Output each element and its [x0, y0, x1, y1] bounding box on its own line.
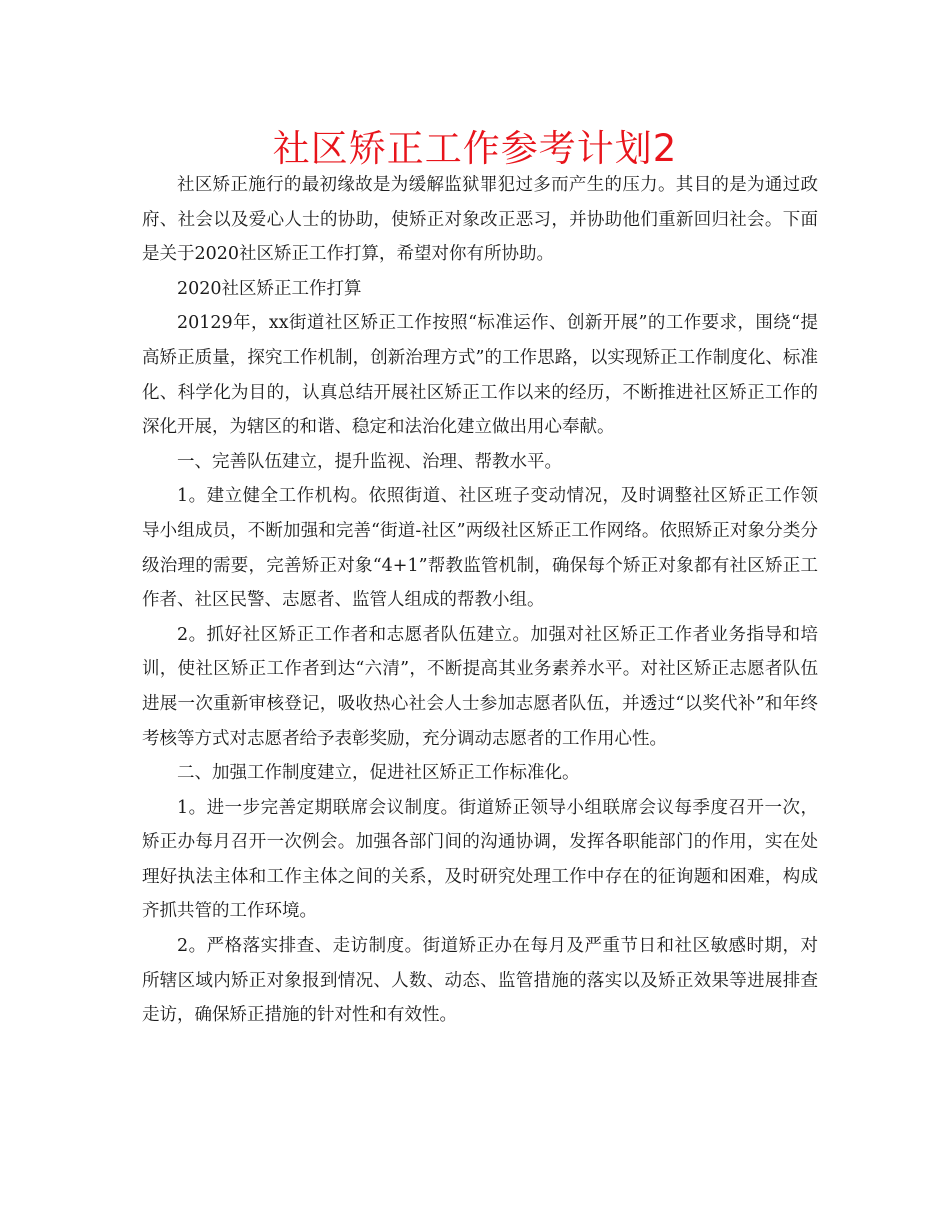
paragraph-overview: 20129年，xx街道社区矫正工作按照“标准运作、创新开展”的工作要求，围绕“提高矫正质量，探究工作机制，创新治理方式”的工作思路，以实现矫正工作制度化、标准化、科学化为目的，认真总结开展社区矫正工作以来的经历，不断推进社区矫正工作的深化开展，为辖区的和谐、稳定和法治化建立做出用心奉献。 — [142, 313, 818, 438]
paragraph-1-2: 2。抓好社区矫正工作者和志愿者队伍建立。加强对社区矫正工作者业务指导和培训，使社区矫正工作者到达“六清”，不断提高其业务素养水平。对社区矫正志愿者队伍进展一次重新审核登记，吸收热心社会人士参加志愿者队伍，并透过“以奖代补”和年终考核等方式对志愿者给予表彰奖励，充分调动志愿者的工作用心性。 — [142, 624, 818, 749]
paragraph-intro: 社区矫正施行的最初缘故是为缓解监狱罪犯过多而产生的压力。其目的是为通过政府、社会以及爱心人士的协助，使矫正对象改正恶习，并协助他们重新回归社会。下面是关于2020社区矫正工作打算，希望对你有所协助。 — [142, 175, 818, 265]
paragraph-2-2: 2。严格落实排查、走访制度。街道矫正办在每月及严重节日和社区敏感时期，对所辖区域内矫正对象报到情况、人数、动态、监管措施的落实以及矫正效果等进展排查走访，确保矫正措施的针对性和有效性。 — [142, 936, 818, 1026]
section-heading-1: 一、完善队伍建立，提升监视、治理、帮教水平。 — [177, 451, 562, 472]
document-body — [142, 168, 818, 1033]
document-title: 社区矫正工作参考计划2 — [272, 127, 678, 170]
section-heading-2: 二、加强工作制度建立，促进社区矫正工作标准化。 — [177, 763, 580, 784]
paragraph-2-1: 1。进一步完善定期联席会议制度。街道矫正领导小组联席会议每季度召开一次，矫正办每月召开一次例会。加强各部门间的沟通协调，发挥各职能部门的作用，实在处理好执法主体和工作主体之间的关系，及时研究处理工作中存在的征询题和困难，构成齐抓共管的工作环境。 — [142, 797, 818, 922]
paragraph-1-1: 1。建立健全工作机构。依照街道、社区班子变动情况，及时调整社区矫正工作领导小组成员，不断加强和完善“街道-社区”两级社区矫正工作网络。依照矫正对象分类分级治理的需要，完善矫正对象“4+1”帮教监管机制，确保每个矫正对象都有社区矫正工作者、社区民警、志愿者、监管人组成的帮教小组。 — [142, 486, 818, 611]
paragraph-subtitle: 2020社区矫正工作打算 — [177, 278, 362, 299]
